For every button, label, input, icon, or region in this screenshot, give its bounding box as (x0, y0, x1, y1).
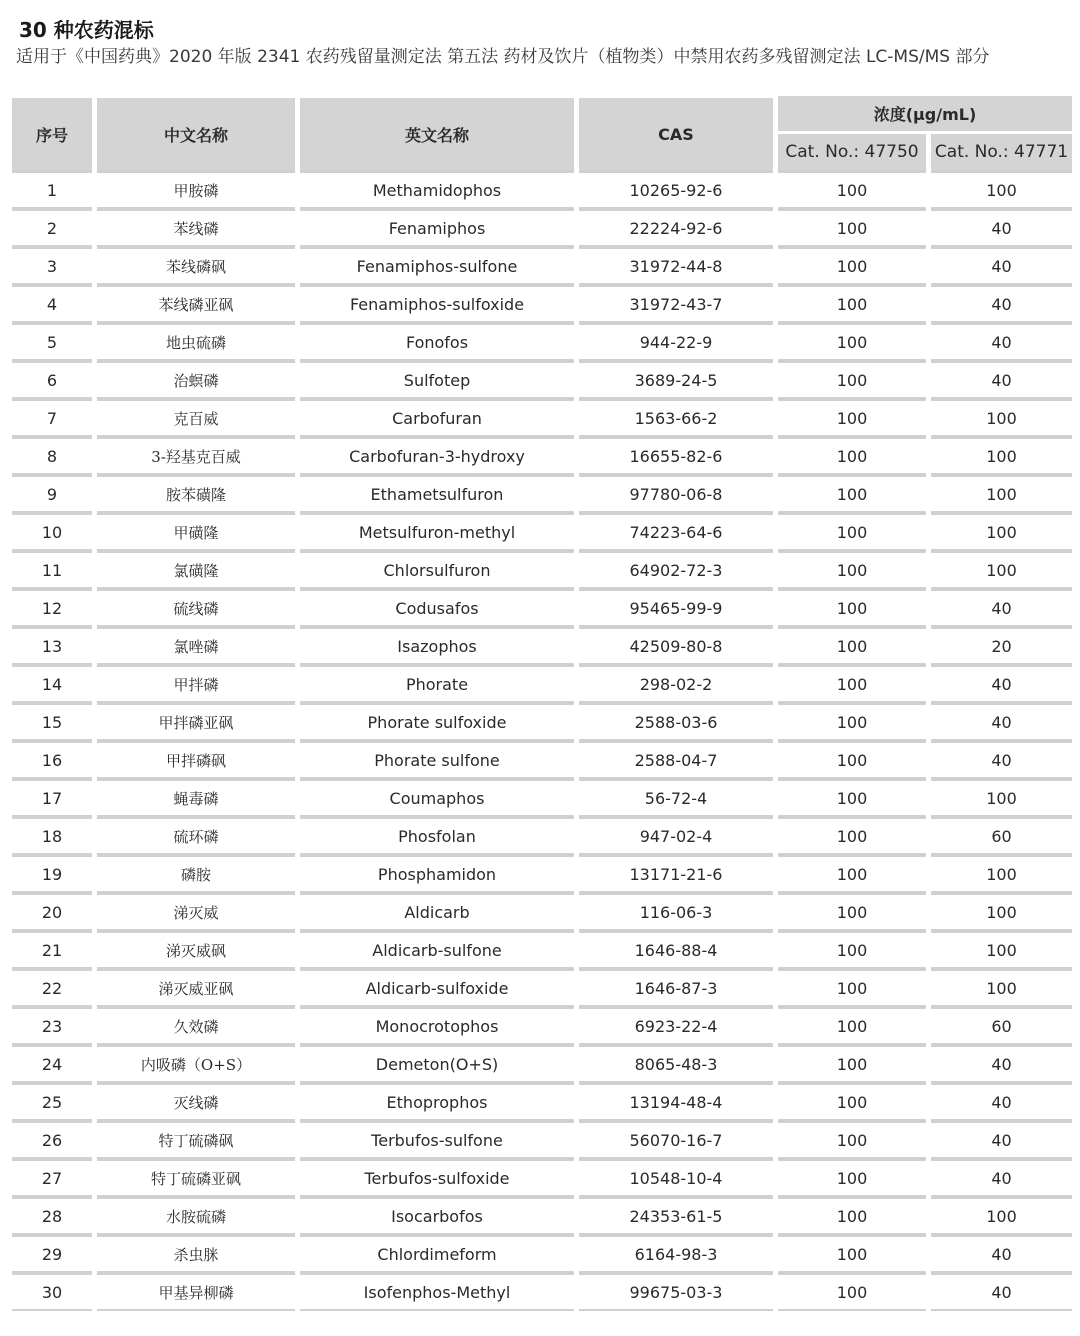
cell-cn-name: 3-羟基克百威 (97, 437, 295, 475)
cell-index: 23 (12, 1007, 92, 1045)
cell-cas: 2588-03-6 (579, 703, 773, 741)
cell-index: 7 (12, 399, 92, 437)
cell-conc-47771: 100 (931, 931, 1072, 969)
cell-cas: 3689-24-5 (579, 361, 773, 399)
cell-conc-47750: 100 (778, 779, 926, 817)
cell-cn-name: 磷胺 (97, 855, 295, 893)
cell-cas: 31972-43-7 (579, 285, 773, 323)
cell-en-name: Phosphamidon (300, 855, 574, 893)
cell-en-name: Fenamiphos-sulfoxide (300, 285, 574, 323)
table-row (12, 703, 1072, 741)
cell-cas: 10265-92-6 (579, 170, 773, 209)
page-subtitle: 适用于《中国药典》2020 年版 2341 农药残留量测定法 第五法 药材及饮片（植物类）中禁用农药多残留测定法 LC-MS/MS 部分 (16, 47, 990, 67)
table-row (12, 969, 1072, 1007)
table-row (12, 779, 1072, 817)
cell-conc-47750: 100 (778, 361, 926, 399)
header-cas: CAS (579, 96, 773, 170)
table-row (12, 437, 1072, 475)
cell-en-name: Chlordimeform (300, 1235, 574, 1273)
cell-cn-name: 甲拌磷亚砜 (97, 703, 295, 741)
cell-index: 9 (12, 475, 92, 513)
cell-cas: 13171-21-6 (579, 855, 773, 893)
cell-cn-name: 甲基异柳磷 (97, 1273, 295, 1311)
cell-conc-47771: 40 (931, 703, 1072, 741)
cell-conc-47771: 100 (931, 513, 1072, 551)
cell-index: 14 (12, 665, 92, 703)
cell-conc-47771: 60 (931, 817, 1072, 855)
cell-cas: 2588-04-7 (579, 741, 773, 779)
cell-en-name: Chlorsulfuron (300, 551, 574, 589)
cell-en-name: Metsulfuron-methyl (300, 513, 574, 551)
cell-conc-47771: 40 (931, 1273, 1072, 1311)
cell-conc-47750: 100 (778, 323, 926, 361)
cell-index: 10 (12, 513, 92, 551)
cell-conc-47750: 100 (778, 1121, 926, 1159)
cell-conc-47750: 100 (778, 855, 926, 893)
table-row (12, 589, 1072, 627)
cell-cn-name: 苯线磷 (97, 209, 295, 247)
cell-en-name: Monocrotophos (300, 1007, 574, 1045)
cell-conc-47750: 100 (778, 1235, 926, 1273)
cell-cas: 6164-98-3 (579, 1235, 773, 1273)
cell-en-name: Phorate (300, 665, 574, 703)
table-row (12, 1121, 1072, 1159)
cell-cn-name: 甲胺磷 (97, 170, 295, 209)
cell-en-name: Aldicarb-sulfone (300, 931, 574, 969)
cell-en-name: Isazophos (300, 627, 574, 665)
cell-index: 11 (12, 551, 92, 589)
header-cat-no-47771: Cat. No.: 47771 (931, 131, 1072, 170)
table-row (12, 1235, 1072, 1273)
cell-en-name: Isocarbofos (300, 1197, 574, 1235)
cell-conc-47750: 100 (778, 437, 926, 475)
cell-conc-47771: 100 (931, 551, 1072, 589)
cell-conc-47771: 100 (931, 969, 1072, 1007)
cell-conc-47750: 100 (778, 1273, 926, 1311)
cell-cas: 42509-80-8 (579, 627, 773, 665)
cell-conc-47750: 100 (778, 665, 926, 703)
cell-cn-name: 地虫硫磷 (97, 323, 295, 361)
cell-index: 16 (12, 741, 92, 779)
cell-cas: 298-02-2 (579, 665, 773, 703)
cell-cas: 1563-66-2 (579, 399, 773, 437)
table-row (12, 475, 1072, 513)
cell-conc-47750: 100 (778, 209, 926, 247)
cell-cn-name: 甲拌磷砜 (97, 741, 295, 779)
cell-conc-47750: 100 (778, 285, 926, 323)
pesticide-table (7, 96, 1077, 1311)
cell-en-name: Isofenphos-Methyl (300, 1273, 574, 1311)
cell-conc-47750: 100 (778, 893, 926, 931)
cell-conc-47750: 100 (778, 399, 926, 437)
cell-cn-name: 甲磺隆 (97, 513, 295, 551)
cell-en-name: Sulfotep (300, 361, 574, 399)
cell-conc-47750: 100 (778, 1083, 926, 1121)
cell-index: 4 (12, 285, 92, 323)
table-row (12, 1159, 1072, 1197)
cell-conc-47750: 100 (778, 703, 926, 741)
cell-conc-47771: 40 (931, 285, 1072, 323)
table-header (12, 96, 1072, 170)
cell-conc-47771: 40 (931, 589, 1072, 627)
cell-cas: 99675-03-3 (579, 1273, 773, 1311)
cell-conc-47750: 100 (778, 1045, 926, 1083)
table-row (12, 1197, 1072, 1235)
cell-cas: 1646-88-4 (579, 931, 773, 969)
cell-en-name: Fenamiphos-sulfone (300, 247, 574, 285)
header-concentration: 浓度(μg/mL) (778, 96, 1072, 131)
cell-index: 6 (12, 361, 92, 399)
cell-index: 8 (12, 437, 92, 475)
table-row (12, 209, 1072, 247)
cell-cn-name: 特丁硫磷砜 (97, 1121, 295, 1159)
table-row (12, 551, 1072, 589)
cell-cn-name: 治螟磷 (97, 361, 295, 399)
cell-conc-47750: 100 (778, 1197, 926, 1235)
cell-conc-47750: 100 (778, 817, 926, 855)
cell-en-name: Ethoprophos (300, 1083, 574, 1121)
cell-conc-47750: 100 (778, 513, 926, 551)
cell-cas: 1646-87-3 (579, 969, 773, 1007)
cell-index: 28 (12, 1197, 92, 1235)
header-index: 序号 (12, 96, 92, 170)
cell-conc-47771: 60 (931, 1007, 1072, 1045)
table-row (12, 1045, 1072, 1083)
cell-conc-47750: 100 (778, 247, 926, 285)
header-cat-no-47750: Cat. No.: 47750 (778, 131, 926, 170)
table-row (12, 817, 1072, 855)
cell-conc-47771: 100 (931, 855, 1072, 893)
cell-conc-47750: 100 (778, 931, 926, 969)
cell-conc-47771: 40 (931, 665, 1072, 703)
table-row (12, 361, 1072, 399)
table-row (12, 931, 1072, 969)
cell-conc-47771: 40 (931, 209, 1072, 247)
cell-cn-name: 氯唑磷 (97, 627, 295, 665)
cell-conc-47771: 100 (931, 1197, 1072, 1235)
cell-cn-name: 苯线磷亚砜 (97, 285, 295, 323)
table-row (12, 399, 1072, 437)
page-title: 30 种农药混标 (19, 18, 154, 42)
cell-conc-47771: 20 (931, 627, 1072, 665)
cell-cn-name: 涕灭威亚砜 (97, 969, 295, 1007)
cell-cas: 24353-61-5 (579, 1197, 773, 1235)
table-row (12, 665, 1072, 703)
cell-conc-47771: 40 (931, 741, 1072, 779)
cell-en-name: Aldicarb-sulfoxide (300, 969, 574, 1007)
cell-en-name: Carbofuran-3-hydroxy (300, 437, 574, 475)
table-row (12, 323, 1072, 361)
cell-conc-47771: 40 (931, 1121, 1072, 1159)
cell-cn-name: 杀虫脒 (97, 1235, 295, 1273)
cell-index: 27 (12, 1159, 92, 1197)
cell-index: 2 (12, 209, 92, 247)
cell-index: 30 (12, 1273, 92, 1311)
cell-cn-name: 苯线磷砜 (97, 247, 295, 285)
cell-cas: 95465-99-9 (579, 589, 773, 627)
cell-cn-name: 氯磺隆 (97, 551, 295, 589)
cell-conc-47750: 100 (778, 741, 926, 779)
table-row (12, 855, 1072, 893)
cell-cn-name: 胺苯磺隆 (97, 475, 295, 513)
cell-index: 22 (12, 969, 92, 1007)
cell-cas: 31972-44-8 (579, 247, 773, 285)
cell-index: 1 (12, 170, 92, 209)
table-row (12, 247, 1072, 285)
cell-cas: 56-72-4 (579, 779, 773, 817)
cell-en-name: Coumaphos (300, 779, 574, 817)
cell-cn-name: 特丁硫磷亚砜 (97, 1159, 295, 1197)
cell-en-name: Codusafos (300, 589, 574, 627)
cell-conc-47771: 40 (931, 1235, 1072, 1273)
cell-cn-name: 涕灭威砜 (97, 931, 295, 969)
cell-en-name: Carbofuran (300, 399, 574, 437)
cell-en-name: Phorate sulfoxide (300, 703, 574, 741)
table-row (12, 170, 1072, 209)
cell-index: 26 (12, 1121, 92, 1159)
cell-index: 19 (12, 855, 92, 893)
cell-index: 29 (12, 1235, 92, 1273)
cell-en-name: Phosfolan (300, 817, 574, 855)
header-en-name: 英文名称 (300, 96, 574, 170)
cell-en-name: Fonofos (300, 323, 574, 361)
cell-conc-47750: 100 (778, 1159, 926, 1197)
cell-conc-47771: 40 (931, 1045, 1072, 1083)
cell-en-name: Phorate sulfone (300, 741, 574, 779)
cell-cas: 97780-06-8 (579, 475, 773, 513)
cell-en-name: Terbufos-sulfone (300, 1121, 574, 1159)
cell-index: 20 (12, 893, 92, 931)
cell-conc-47771: 100 (931, 475, 1072, 513)
cell-conc-47771: 40 (931, 361, 1072, 399)
cell-conc-47750: 100 (778, 475, 926, 513)
table-row (12, 627, 1072, 665)
cell-conc-47771: 40 (931, 247, 1072, 285)
cell-en-name: Demeton(O+S) (300, 1045, 574, 1083)
cell-index: 5 (12, 323, 92, 361)
table-row (12, 1007, 1072, 1045)
cell-en-name: Ethametsulfuron (300, 475, 574, 513)
cell-conc-47771: 40 (931, 1159, 1072, 1197)
cell-cn-name: 硫线磷 (97, 589, 295, 627)
cell-conc-47750: 100 (778, 627, 926, 665)
cell-index: 25 (12, 1083, 92, 1121)
cell-cn-name: 水胺硫磷 (97, 1197, 295, 1235)
cell-conc-47750: 100 (778, 969, 926, 1007)
cell-cn-name: 涕灭威 (97, 893, 295, 931)
table-row (12, 893, 1072, 931)
cell-index: 3 (12, 247, 92, 285)
table-row (12, 1083, 1072, 1121)
header-cn-name: 中文名称 (97, 96, 295, 170)
cell-index: 13 (12, 627, 92, 665)
cell-conc-47750: 100 (778, 1007, 926, 1045)
cell-conc-47750: 100 (778, 551, 926, 589)
cell-cn-name: 甲拌磷 (97, 665, 295, 703)
cell-conc-47750: 100 (778, 170, 926, 209)
cell-conc-47771: 100 (931, 437, 1072, 475)
cell-index: 15 (12, 703, 92, 741)
cell-conc-47750: 100 (778, 589, 926, 627)
cell-index: 18 (12, 817, 92, 855)
cell-cas: 22224-92-6 (579, 209, 773, 247)
cell-en-name: Methamidophos (300, 170, 574, 209)
cell-cas: 944-22-9 (579, 323, 773, 361)
cell-index: 17 (12, 779, 92, 817)
cell-cas: 64902-72-3 (579, 551, 773, 589)
table-row (12, 741, 1072, 779)
cell-conc-47771: 100 (931, 399, 1072, 437)
cell-cn-name: 久效磷 (97, 1007, 295, 1045)
cell-en-name: Fenamiphos (300, 209, 574, 247)
cell-en-name: Terbufos-sulfoxide (300, 1159, 574, 1197)
cell-cas: 56070-16-7 (579, 1121, 773, 1159)
cell-cas: 13194-48-4 (579, 1083, 773, 1121)
cell-conc-47771: 100 (931, 170, 1072, 209)
cell-conc-47771: 100 (931, 779, 1072, 817)
cell-cas: 6923-22-4 (579, 1007, 773, 1045)
cell-cas: 8065-48-3 (579, 1045, 773, 1083)
cell-cas: 116-06-3 (579, 893, 773, 931)
cell-cn-name: 内吸磷（O+S） (97, 1045, 295, 1083)
cell-conc-47771: 40 (931, 1083, 1072, 1121)
cell-cn-name: 克百威 (97, 399, 295, 437)
cell-index: 24 (12, 1045, 92, 1083)
cell-en-name: Aldicarb (300, 893, 574, 931)
table-row (12, 285, 1072, 323)
table-row (12, 1273, 1072, 1311)
cell-cn-name: 硫环磷 (97, 817, 295, 855)
cell-cn-name: 蝇毒磷 (97, 779, 295, 817)
cell-cn-name: 灭线磷 (97, 1083, 295, 1121)
cell-cas: 74223-64-6 (579, 513, 773, 551)
cell-cas: 10548-10-4 (579, 1159, 773, 1197)
cell-conc-47771: 40 (931, 323, 1072, 361)
cell-index: 21 (12, 931, 92, 969)
cell-cas: 947-02-4 (579, 817, 773, 855)
table-body (12, 170, 1072, 1311)
cell-index: 12 (12, 589, 92, 627)
cell-cas: 16655-82-6 (579, 437, 773, 475)
cell-conc-47771: 100 (931, 893, 1072, 931)
table-row (12, 513, 1072, 551)
